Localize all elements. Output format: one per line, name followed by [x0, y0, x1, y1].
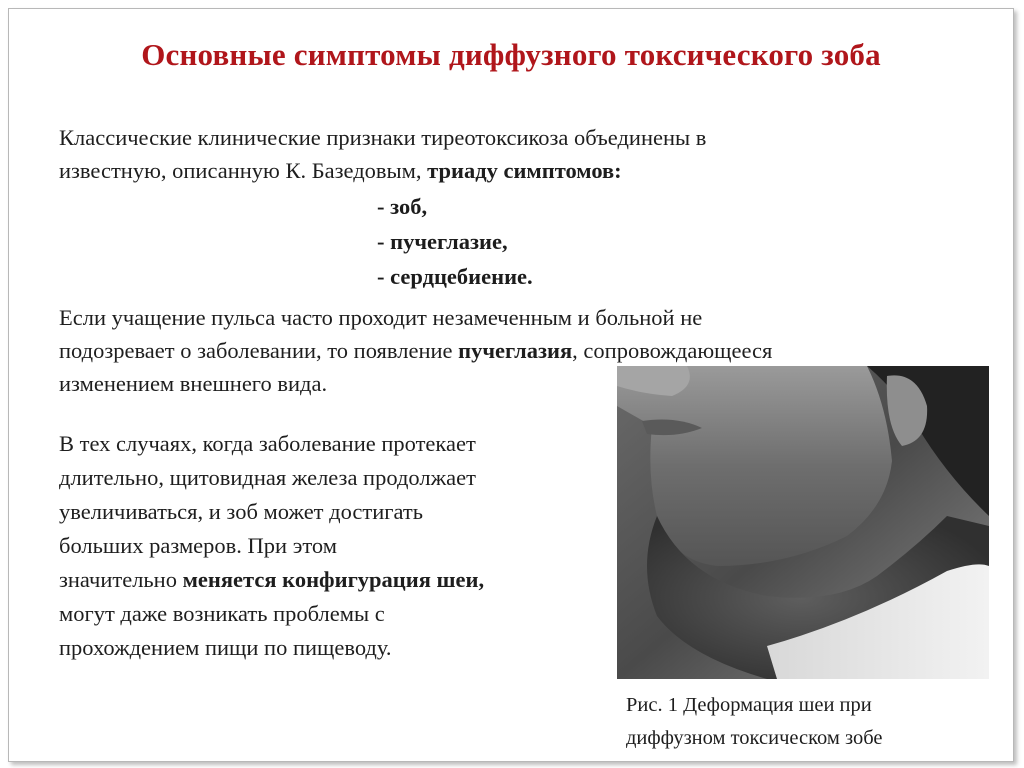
para3-line-2: длительно, щитовидная железа продолжает	[59, 465, 476, 490]
caption-line-2: диффузном токсическом зобе	[626, 727, 883, 749]
intro-line-2	[59, 154, 989, 187]
para3-line-1: В тех случаях, когда заболевание протекает	[59, 431, 476, 456]
para2-line-2-suffix: , сопровождающееся	[572, 338, 773, 363]
para2-bold-term: пучеглазия	[458, 338, 573, 363]
caption-line-1: Рис. 1 Деформация шеи при	[626, 694, 872, 716]
triad-heading: триаду симптомов:	[427, 158, 622, 183]
para3-line-3: увеличиваться, и зоб может достигать	[59, 499, 423, 524]
para3-line-7: прохождением пищи по пищеводу.	[59, 635, 392, 660]
slide	[8, 8, 1014, 762]
goiter-paragraph	[59, 427, 619, 665]
para2-line-2	[59, 334, 999, 367]
para2-line-2-prefix: подозревает о заболевании, то появление	[59, 338, 459, 363]
intro-line-2-text: известную, описанную К. Базедовым,	[59, 158, 428, 183]
slide-title: Основные симптомы диффузного токсического зоба	[141, 37, 881, 72]
para3-bold-term: меняется конфигурация шеи,	[182, 567, 485, 592]
figure-caption	[626, 689, 882, 755]
intro-paragraph	[59, 121, 989, 187]
para3-line-4: больших размеров. При этом	[59, 533, 337, 558]
intro-line-1: Классические клинические признаки тиреотоксикоза объединены в	[59, 125, 707, 150]
triad-list	[377, 189, 533, 294]
triad-item-exophthalmos: - пучеглазие,	[377, 229, 508, 254]
para3-line-6: могут даже возникать проблемы с	[59, 601, 385, 626]
para2-line-3: изменением внешнего вида.	[59, 371, 328, 396]
neck-deformation-photo	[617, 366, 989, 679]
para3-line-5-prefix: значительно	[59, 567, 183, 592]
para2-line-1: Если учащение пульса часто проходит незамеченным и больной не	[59, 305, 703, 330]
triad-item-palpitations: - сердцебиение.	[377, 264, 533, 289]
para3-line-5	[59, 563, 619, 597]
triad-item-goiter: - зоб,	[377, 194, 428, 219]
